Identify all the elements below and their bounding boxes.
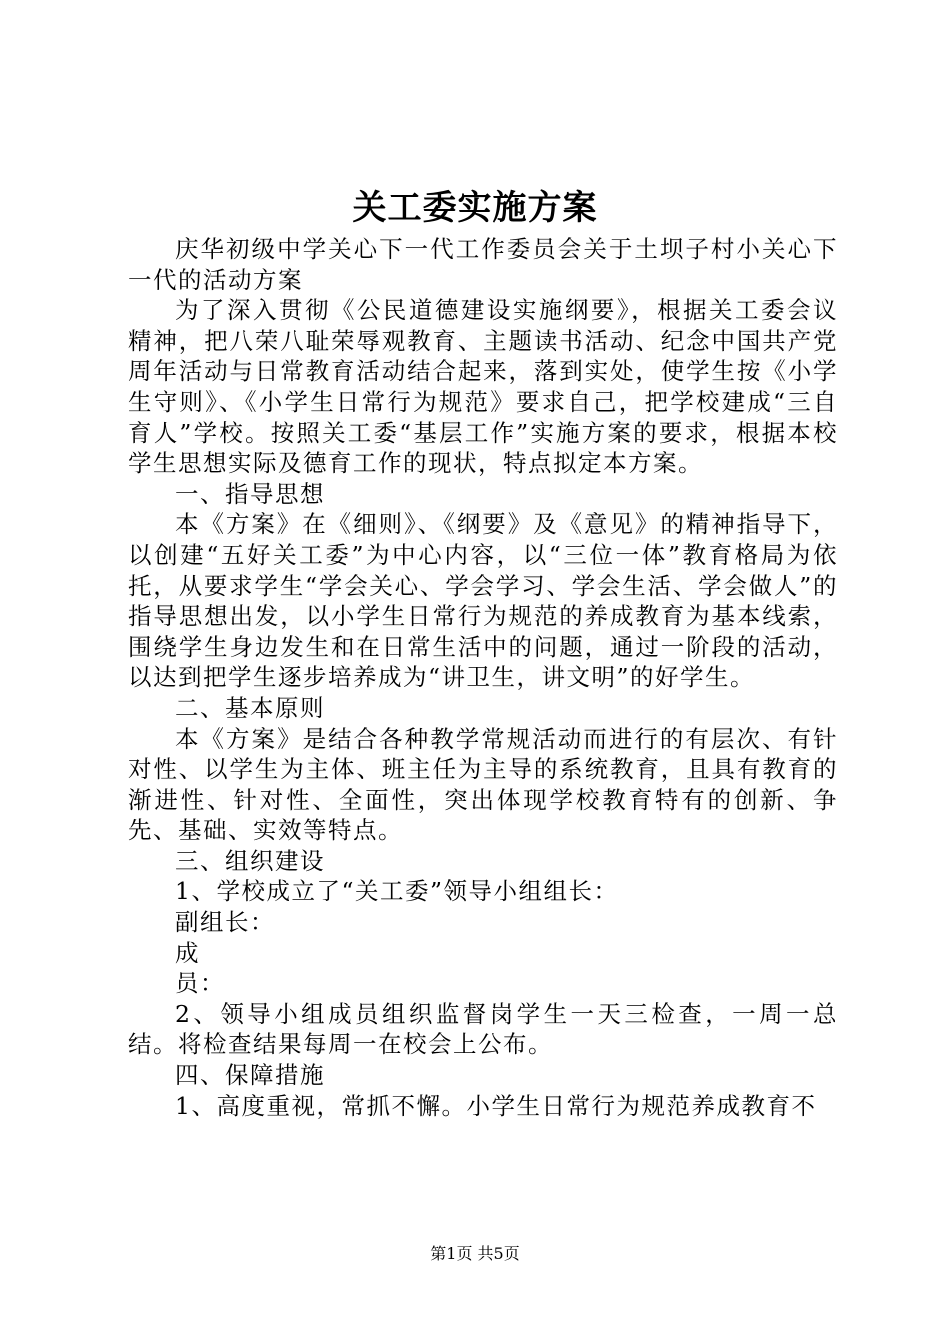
paragraph-safeguard-1: 1、高度重视，常抓不懈。小学生日常行为规范养成教育不 <box>175 1091 817 1120</box>
paragraph-members-part1: 成 <box>175 938 200 967</box>
paragraph-purpose: 为了深入贯彻《公民道德建设实施纲要》，根据关工委会议精神，把八荣八耻荣辱观教育、主题读书活动、纪念中国共产党周年活动与日常教育活动结合起来，落到实处，使学生按《小学生守则》、《小学生日常行为规范》要求自己，把学校建成“三自育人”学校。按照关工委“基层工作”实施方案的要求，根据本校学生思想实际及德育工作的现状，特点拟定本方案。 <box>128 296 838 478</box>
paragraph-guiding-thought: 本《方案》在《细则》、《纲要》及《意见》的精神指导下，以创建“五好关工委”为中心内容，以“三位一体”教育格局为依托，从要求学生“学会关心、学会学习、学会生活、学会做人”的指导思想出发，以小学生日常行为规范的养成教育为基本线索，围绕学生身边发生和在日常生活中的问题，通过一阶段的活动，以达到把学生逐步培养成为“讲卫生，讲文明”的好学生。 <box>128 510 838 692</box>
paragraph-supervision: 2、领导小组成员组织监督岗学生一天三检查，一周一总结。将检查结果每周一在校会上公布。 <box>128 999 838 1059</box>
document-title: 关工委实施方案 <box>352 188 598 228</box>
paragraph-intro: 庆华初级中学关心下一代工作委员会关于土坝子村小关心下一代的活动方案 <box>128 235 838 294</box>
document-body <box>128 234 838 1121</box>
paragraph-members-part2: 员： <box>175 969 225 998</box>
page-footer: 第1页 共5页 <box>430 1244 520 1263</box>
section-heading-safeguards: 四、保障措施 <box>175 1061 325 1090</box>
paragraph-deputy-leader: 副组长： <box>175 908 275 937</box>
paragraph-leader: 1、学校成立了“关工委”领导小组组长： <box>175 877 619 906</box>
section-heading-guiding-thought: 一、指导思想 <box>175 479 325 508</box>
section-heading-organization: 三、组织建设 <box>175 846 325 875</box>
paragraph-basic-principles: 本《方案》是结合各种教学常规活动而进行的有层次、有针对性、以学生为主体、班主任为主导的系统教育，且具有教育的渐进性、针对性、全面性，突出体现学校教育特有的创新、争先、基础、实效等特点。 <box>128 724 838 845</box>
section-heading-basic-principles: 二、基本原则 <box>175 693 325 722</box>
